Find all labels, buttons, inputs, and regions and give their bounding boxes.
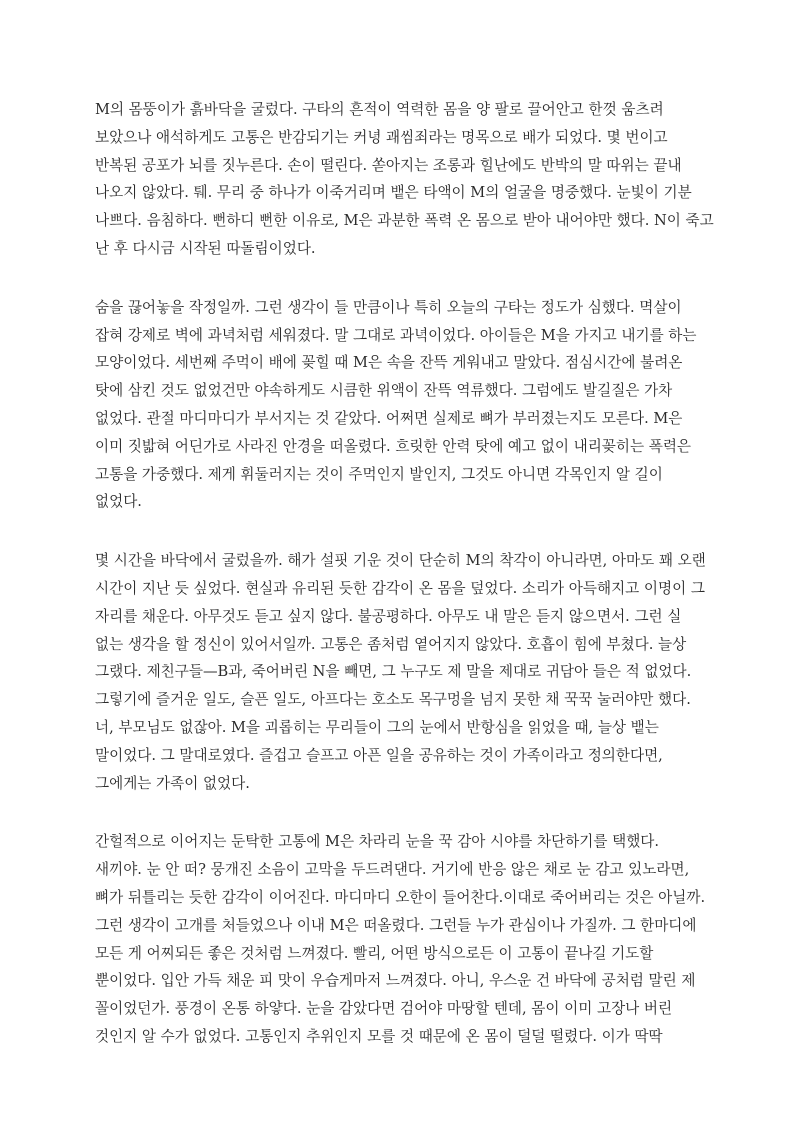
text-line: 나오지 않았다. 퉤. 무리 중 하나가 이죽거리며 뱉은 타액이 M의 얼굴을 명중했다. 눈빛이 기분 (95, 184, 692, 202)
text-line: 없었다. 관절 마디마디가 부서지는 것 같았다. 어쩌면 실제로 뼈가 부러졌는지도 모른다. M은 (95, 409, 683, 427)
paragraph-4 (95, 828, 775, 1050)
text-line: 모양이었다. 세번째 주먹이 배에 꽂힐 때 M은 속을 잔뜩 게워내고 말았다. 점심시간에 불려온 (95, 354, 683, 372)
text-line: 잡혀 강제로 벽에 과녁처럼 세워졌다. 말 그대로 과녁이었다. 아이들은 M을 가지고 내기를 하는 (95, 326, 697, 344)
text-line: 보았으나 애석하게도 고통은 반감되기는 커녕 괘씸죄라는 명목으로 배가 되었다. 몇 번이고 (95, 128, 668, 146)
text-line: 뿐이었다. 입안 가득 채운 피 맛이 우습게마저 느껴졌다. 아니, 우스운 건 바닥에 공처럼 말린 제 (95, 972, 696, 990)
text-line: 없는 생각을 할 정신이 있어서일까. 고통은 좀처럼 옅어지지 않았다. 호흡이 힘에 부쳤다. 늘상 (95, 635, 687, 653)
document-body (95, 96, 775, 1082)
text-line: 난 후 다시금 시작된 따돌림이었다. (95, 239, 316, 257)
text-line: 너, 부모님도 없잖아. M을 괴롭히는 무리들이 그의 눈에서 반항심을 읽었을 때, 늘상 뱉는 (95, 718, 659, 736)
paragraph-3 (95, 547, 775, 797)
text-line: 없었다. (95, 493, 142, 511)
paragraph-1 (95, 96, 775, 263)
text-line: 고통을 가중했다. 제게 휘둘러지는 것이 주먹인지 발인지, 그것도 아니면 각목인지 알 길이 (95, 465, 663, 483)
text-line: 꼴이었던가. 풍경이 온통 하얗다. 눈을 감았다면 검어야 마땅할 텐데, 몸이 이미 고장나 버린 (95, 1000, 673, 1018)
text-line: 그랬다. 제친구들—B과, 죽어버린 N을 빼면, 그 누구도 제 말을 제대로 귀담아 들은 적 없었다. (95, 663, 692, 681)
text-line: 반복된 공포가 뇌를 짓누른다. 손이 떨린다. 쏟아지는 조롱과 힐난에도 반박의 말 따위는 끝내 (95, 156, 682, 174)
text-line: 그렇기에 즐거운 일도, 슬픈 일도, 아프다는 호소도 목구멍을 넘지 못한 채 꾹꾹 눌러야만 했다. (95, 691, 691, 709)
text-line: 시간이 지난 듯 싶었다. 현실과 유리된 듯한 감각이 온 몸을 덮었다. 소리가 아득해지고 이명이 그 (95, 579, 705, 597)
text-line: 모든 게 어찌되든 좋은 것처럼 느껴졌다. 빨리, 어떤 방식으로든 이 고통이 끝나길 기도할 (95, 944, 654, 962)
text-line: 나쁘다. 음침하다. 뻔하디 뻔한 이유로, M은 과분한 폭력 온 몸으로 받아 내어야만 했다. N이 죽고 (95, 212, 714, 230)
text-line: 그런 생각이 고개를 처들었으나 이내 M은 떠올렸다. 그런들 누가 관심이나 가질까. 그 한마디에 (95, 916, 697, 934)
text-line: 숨을 끊어놓을 작정일까. 그런 생각이 들 만큼이나 특히 오늘의 구타는 정도가 심했다. 멱살이 (95, 298, 682, 316)
text-line: 뼈가 뒤틀리는 듯한 감각이 이어진다. 마디마디 오한이 들어찬다.이대로 죽어버리는 것은 아닐까. (95, 888, 706, 906)
text-line: M의 몸뚱이가 흙바닥을 굴렀다. 구타의 흔적이 역력한 몸을 양 팔로 끌어안고 한껏 움츠려 (95, 101, 664, 118)
text-line: 탓에 삼킨 것도 없었건만 야속하게도 시큼한 위액이 잔뜩 역류했다. 그럼에도 발길질은 가차 (95, 382, 673, 400)
text-line: 간헐적으로 이어지는 둔탁한 고통에 M은 차라리 눈을 꾹 감아 시야를 차단하기를 택했다. (95, 833, 660, 851)
text-line: 몇 시간을 바닥에서 굴렀을까. 해가 설핏 기운 것이 단순히 M의 착각이 아니라면, 아마도 꽤 오랜 (95, 552, 706, 570)
text-line: 새끼야. 눈 안 떠? 뭉개진 소음이 고막을 두드려댄다. 거기에 반응 않은 채로 눈 감고 있노라면, (95, 861, 690, 879)
text-line: 그에게는 가족이 없었다. (95, 774, 250, 792)
text-line: 자리를 채운다. 아무것도 듣고 싶지 않다. 불공평하다. 아무도 내 말은 듣지 않으면서. 그런 실 (95, 607, 682, 625)
text-line: 것인지 알 수가 없었다. 고통인지 추위인지 모를 것 때문에 온 몸이 덜덜 떨렸다. 이가 딱딱 (95, 1027, 663, 1045)
text-line: 말이었다. 그 말대로였다. 즐겁고 슬프고 아픈 일을 공유하는 것이 가족이라고 정의한다면, (95, 746, 663, 764)
text-line: 이미 짓밟혀 어딘가로 사라진 안경을 떠올렸다. 흐릿한 안력 탓에 예고 없이 내리꽂히는 폭력은 (95, 437, 692, 455)
paragraph-2 (95, 294, 775, 516)
